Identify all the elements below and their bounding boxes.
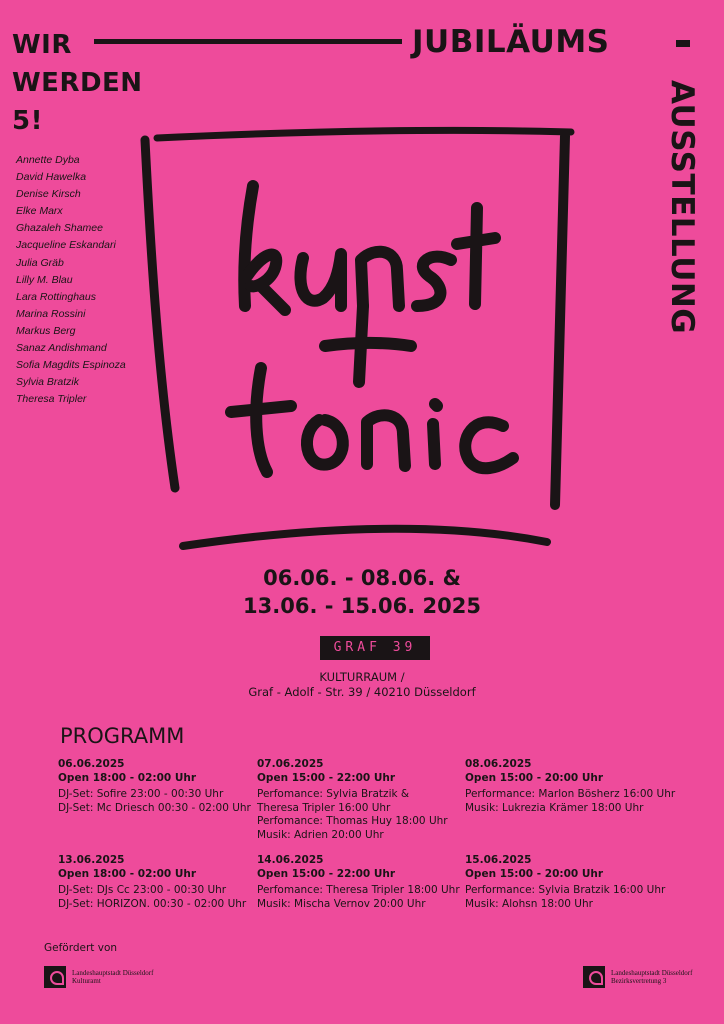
sponsor-line: Bezirksvertretung 3 xyxy=(611,977,667,985)
program-open: Open 18:00 - 02:00 Uhr xyxy=(58,867,197,880)
program-line: Perfomance: Sylvia Bratzik & xyxy=(257,788,410,800)
headline-line-1: WIR xyxy=(12,30,72,60)
artist-name: Sanaz Andishmand xyxy=(16,342,107,355)
graf39-logo: GRAF 39 xyxy=(320,636,430,660)
sponsor-bezirksvertretung xyxy=(583,966,692,988)
venue-line-2: Graf - Adolf - Str. 39 / 40210 Düsseldorf xyxy=(248,685,476,699)
logo-word-tonic xyxy=(231,368,513,472)
jubilaeums-title: JUBILÄUMS xyxy=(412,24,610,60)
kunst-tonic-logo xyxy=(135,120,585,560)
artist-name: Denise Kirsch xyxy=(16,188,81,201)
headline-line-3: 5! xyxy=(12,106,43,136)
program-line: Perfomance: Thomas Huy 18:00 Uhr xyxy=(257,815,448,827)
frame-stroke-left xyxy=(145,140,175,488)
sponsor-line: Landeshauptstadt Düsseldorf xyxy=(611,968,693,977)
program-open: Open 18:00 - 02:00 Uhr xyxy=(58,771,197,784)
gefoerdert-label: Gefördert von xyxy=(44,942,118,954)
program-day xyxy=(58,758,251,815)
program-day xyxy=(465,854,665,911)
artist-name: Marina Rossini xyxy=(16,307,86,320)
program-line: Performance: Sylvia Bratzik 16:00 Uhr xyxy=(465,884,666,896)
program-open: Open 15:00 - 20:00 Uhr xyxy=(465,867,604,880)
duesseldorf-lion-icon xyxy=(44,966,66,988)
sponsor-kulturamt xyxy=(44,966,153,988)
program-line: DJ-Set: Mc Driesch 00:30 - 02:00 Uhr xyxy=(58,801,251,814)
artist-name: Theresa Tripler xyxy=(16,393,87,406)
venue-line-1: KULTURRAUM / xyxy=(319,670,405,684)
program-day xyxy=(257,758,448,842)
sponsor-line: Landeshauptstadt Düsseldorf xyxy=(72,968,154,977)
program-open: Open 15:00 - 22:00 Uhr xyxy=(257,867,396,880)
logo-word-kunst xyxy=(244,186,495,310)
artist-name: Markus Berg xyxy=(16,324,76,337)
frame-stroke-top xyxy=(157,130,571,138)
program-line: Musik: Alohsn 18:00 Uhr xyxy=(465,897,593,910)
artist-list xyxy=(16,152,126,408)
program-date: 13.06.2025 xyxy=(58,854,125,866)
program-line: DJ-Set: Sofire 23:00 - 00:30 Uhr xyxy=(58,788,224,800)
program-line: DJ-Set: DJs Cc 23:00 - 00:30 Uhr xyxy=(58,884,227,896)
artist-name: Lilly M. Blau xyxy=(16,273,73,286)
program-line: Musik: Mischa Vernov 20:00 Uhr xyxy=(257,897,426,910)
sponsor-line: Kulturamt xyxy=(72,977,101,985)
duesseldorf-lion-icon xyxy=(583,966,605,988)
program-date: 15.06.2025 xyxy=(465,854,532,866)
top-rule xyxy=(94,39,402,44)
date-line-1: 06.06. - 08.06. & xyxy=(263,566,461,590)
program-day xyxy=(58,854,246,911)
frame-stroke-bottom xyxy=(183,529,547,546)
artist-name: Sofia Magdits Espinoza xyxy=(16,359,126,372)
program-line: Theresa Tripler 16:00 Uhr xyxy=(257,801,391,814)
program-date: 14.06.2025 xyxy=(257,854,324,866)
program-line: Perfomance: Theresa Tripler 18:00 Uhr xyxy=(257,884,460,896)
title-dash xyxy=(676,40,690,47)
artist-name: Annette Dyba xyxy=(16,154,80,166)
artist-name: David Hawelka xyxy=(16,171,87,184)
program-line: Performance: Marlon Bösherz 16:00 Uhr xyxy=(465,788,676,800)
logo-plus xyxy=(325,306,411,382)
program-date: 07.06.2025 xyxy=(257,758,324,770)
artist-name: Ghazaleh Shamee xyxy=(16,222,103,235)
artist-name: Sylvia Bratzik xyxy=(16,376,80,389)
program-line: Musik: Lukrezia Krämer 18:00 Uhr xyxy=(465,801,644,814)
program-date: 06.06.2025 xyxy=(58,758,125,770)
artist-name: Lara Rottinghaus xyxy=(16,290,96,303)
program-open: Open 15:00 - 22:00 Uhr xyxy=(257,771,396,784)
program-day xyxy=(465,758,675,815)
artist-name: Elke Marx xyxy=(16,205,63,218)
date-line-2: 13.06. - 15.06. 2025 xyxy=(243,594,481,618)
frame-stroke-right xyxy=(555,136,565,505)
artist-name: Jacqueline Eskandari xyxy=(16,239,116,252)
program-open: Open 15:00 - 20:00 Uhr xyxy=(465,771,604,784)
program-line: Musik: Adrien 20:00 Uhr xyxy=(257,828,384,841)
artist-name: Julia Gräb xyxy=(16,256,64,269)
program-day xyxy=(257,854,460,911)
program-date: 08.06.2025 xyxy=(465,758,532,770)
programm-title: PROGRAMM xyxy=(60,724,185,748)
program-line: DJ-Set: HORIZON. 00:30 - 02:00 Uhr xyxy=(58,897,247,910)
headline-line-2: WERDEN xyxy=(12,68,143,98)
ausstellung-title: AUSSTELLUNG xyxy=(664,80,700,335)
